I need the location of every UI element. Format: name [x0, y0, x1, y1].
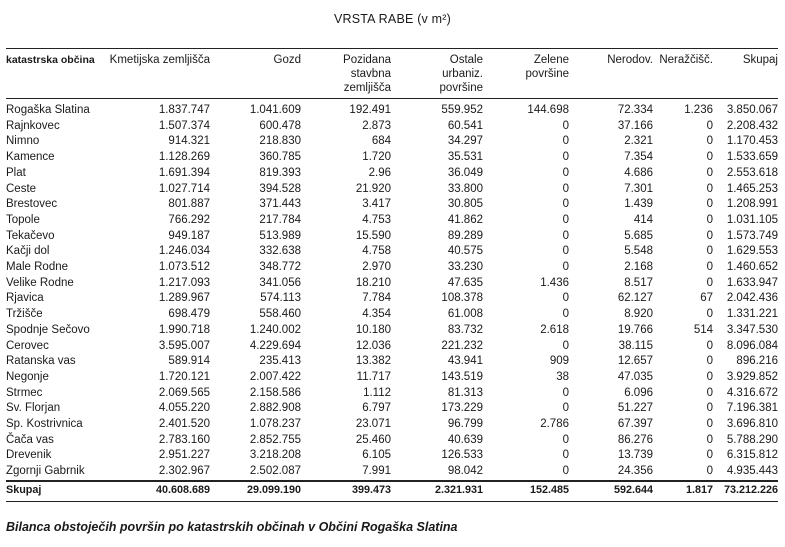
value-cell: 10.180 [355, 323, 391, 336]
value-cell: 2.302.967 [158, 465, 210, 478]
column-header: katastrska občina [6, 49, 106, 99]
value-cell: 47.035 [617, 370, 653, 383]
cadastral-municipality-cell: Male Rodne [6, 261, 69, 274]
value-cell: 4.354 [362, 308, 391, 321]
value-cell: 394.528 [259, 182, 301, 195]
value-cell: 2.208.432 [726, 119, 778, 132]
value-cell: 909 [549, 355, 569, 368]
value-cell: 513.989 [259, 229, 301, 242]
value-cell: 0 [706, 370, 713, 383]
value-cell: 1.128.269 [158, 151, 210, 164]
value-cell: 341.056 [259, 276, 301, 289]
value-cell: 7.784 [362, 292, 391, 305]
value-cell: 47.635 [447, 276, 483, 289]
value-cell: 72.334 [617, 104, 653, 116]
value-cell: 1.078.237 [249, 418, 301, 431]
value-cell: 0 [562, 339, 569, 352]
land-use-table [6, 48, 778, 502]
value-cell: 914.321 [168, 135, 210, 148]
value-cell: 1.331.221 [726, 308, 778, 321]
column-header: Skupaj [713, 49, 778, 99]
value-cell: 2.618 [540, 323, 569, 336]
value-cell: 35.531 [447, 151, 483, 164]
value-cell: 1.629.553 [726, 245, 778, 258]
column-header: Gozd [210, 49, 301, 99]
value-cell: 1.236 [684, 104, 713, 116]
table-row [6, 433, 778, 449]
value-cell: 8.920 [624, 308, 653, 321]
value-cell: 3.347.530 [726, 323, 778, 336]
value-cell: 574.113 [260, 292, 301, 305]
header-row [6, 49, 778, 99]
value-cell: 2.951.227 [158, 449, 210, 462]
value-cell: 38.115 [618, 339, 653, 352]
value-cell: 36.049 [447, 166, 483, 179]
table-caption: Bilanca obstoječih površin po katastrskih občinah v Občini Rogaška Slatina [6, 520, 458, 534]
value-cell: 6.105 [362, 449, 391, 462]
value-cell: 7.301 [624, 182, 653, 195]
table-row [6, 386, 778, 402]
value-cell: 67.397 [617, 418, 653, 431]
value-cell: 21.920 [355, 182, 391, 195]
value-cell: 684 [371, 135, 391, 148]
value-cell: 7.196.381 [726, 402, 778, 415]
cadastral-municipality-cell: Spodnje Sečovo [6, 323, 90, 336]
value-cell: 0 [706, 339, 713, 352]
table-row [6, 166, 778, 182]
total-value-cell: 40.608.689 [106, 481, 210, 501]
value-cell: 13.382 [355, 355, 391, 368]
total-value-cell: 1.817 [653, 481, 713, 501]
value-cell: 221.232 [441, 339, 483, 352]
value-cell: 371.443 [259, 198, 301, 211]
table-row [6, 291, 778, 307]
cadastral-municipality-cell: Tržišče [6, 308, 43, 321]
value-cell: 0 [562, 308, 569, 321]
value-cell: 0 [706, 229, 713, 242]
table-body [6, 99, 778, 481]
value-cell: 3.850.067 [726, 104, 778, 116]
value-cell: 235.413 [259, 355, 301, 368]
value-cell: 348.772 [259, 261, 301, 274]
value-cell: 96.799 [447, 418, 483, 431]
value-cell: 0 [706, 276, 713, 289]
value-cell: 2.042.436 [726, 292, 778, 305]
value-cell: 6.096 [624, 386, 653, 399]
cadastral-municipality-cell: Kačji dol [6, 245, 50, 258]
value-cell: 1.436 [540, 276, 569, 289]
value-cell: 2.553.618 [726, 166, 778, 179]
value-cell: 62.127 [617, 292, 653, 305]
value-cell: 3.696.810 [726, 418, 778, 431]
value-cell: 81.313 [447, 386, 483, 399]
value-cell: 86.276 [617, 433, 653, 446]
value-cell: 0 [562, 261, 569, 274]
cadastral-municipality-cell: Kamence [6, 151, 55, 164]
cadastral-municipality-cell: Brestovec [6, 198, 58, 211]
value-cell: 40.639 [447, 433, 483, 446]
total-value-cell: 399.473 [301, 481, 391, 501]
value-cell: 2.96 [368, 166, 391, 179]
value-cell: 218.830 [259, 135, 301, 148]
table-row [6, 417, 778, 433]
value-cell: 0 [706, 213, 713, 226]
value-cell: 12.657 [617, 355, 653, 368]
value-cell: 192.491 [349, 104, 391, 116]
value-cell: 67 [700, 292, 713, 305]
value-cell: 514 [693, 323, 713, 336]
value-cell: 801.887 [168, 198, 210, 211]
value-cell: 2.852.755 [249, 433, 301, 446]
value-cell: 2.401.520 [158, 418, 210, 431]
value-cell: 0 [706, 166, 713, 179]
table-row [6, 99, 778, 119]
value-cell: 33.230 [447, 261, 483, 274]
value-cell: 0 [562, 402, 569, 415]
total-label-cell: Skupaj [6, 481, 106, 501]
value-cell: 766.292 [168, 213, 210, 226]
total-row [6, 481, 778, 501]
value-cell: 7.354 [624, 151, 653, 164]
value-cell: 1.439 [624, 198, 653, 211]
value-cell: 0 [706, 449, 713, 462]
value-cell: 1.573.749 [726, 229, 778, 242]
value-cell: 0 [562, 292, 569, 305]
value-cell: 13.739 [617, 449, 653, 462]
value-cell: 83.732 [447, 323, 483, 336]
value-cell: 1.837.747 [158, 104, 210, 116]
table-row [6, 464, 778, 481]
value-cell: 40.575 [447, 245, 483, 258]
value-cell: 1.208.991 [726, 198, 778, 211]
cadastral-municipality-cell: Sp. Kostrivnica [6, 418, 83, 431]
value-cell: 4.935.443 [726, 465, 778, 478]
cadastral-municipality-cell: Rajnkovec [6, 119, 60, 132]
value-cell: 11.717 [356, 370, 391, 383]
column-header: Ostale urbaniz. površine [391, 49, 483, 99]
value-cell: 414 [633, 213, 653, 226]
value-cell: 589.914 [168, 355, 210, 368]
value-cell: 4.229.694 [249, 339, 301, 352]
value-cell: 3.929.852 [726, 370, 778, 383]
total-value-cell: 152.485 [483, 481, 569, 501]
table-row [6, 370, 778, 386]
value-cell: 2.882.908 [249, 402, 301, 415]
value-cell: 0 [706, 386, 713, 399]
table-row [6, 448, 778, 464]
value-cell: 0 [706, 261, 713, 274]
value-cell: 4.055.220 [158, 402, 210, 415]
value-cell: 15.590 [355, 229, 391, 242]
value-cell: 1.990.718 [158, 323, 210, 336]
value-cell: 0 [706, 151, 713, 164]
value-cell: 24.356 [617, 465, 653, 478]
value-cell: 949.187 [168, 229, 210, 242]
table-row [6, 182, 778, 198]
value-cell: 143.519 [441, 370, 483, 383]
value-cell: 1.465.253 [726, 182, 778, 195]
value-cell: 0 [706, 308, 713, 321]
value-cell: 0 [706, 355, 713, 368]
value-cell: 0 [706, 198, 713, 211]
table-row [6, 244, 778, 260]
column-header: Neražčišč. [653, 49, 713, 99]
value-cell: 217.784 [259, 213, 301, 226]
value-cell: 1.112 [363, 386, 391, 399]
value-cell: 0 [706, 433, 713, 446]
value-cell: 173.229 [441, 402, 483, 415]
table-row [6, 213, 778, 229]
value-cell: 1.041.609 [249, 104, 301, 116]
value-cell: 0 [706, 135, 713, 148]
value-cell: 30.805 [447, 198, 483, 211]
value-cell: 0 [706, 182, 713, 195]
value-cell: 2.970 [362, 261, 391, 274]
value-cell: 7.991 [362, 465, 391, 478]
table-row [6, 134, 778, 150]
value-cell: 60.541 [447, 119, 483, 132]
value-cell: 0 [562, 213, 569, 226]
table-row [6, 339, 778, 355]
value-cell: 61.008 [447, 308, 483, 321]
value-cell: 0 [562, 166, 569, 179]
table-row [6, 150, 778, 166]
value-cell: 23.071 [355, 418, 391, 431]
value-cell: 4.316.672 [726, 386, 778, 399]
cadastral-municipality-cell: Plat [6, 166, 26, 179]
value-cell: 1.027.714 [158, 182, 210, 195]
cadastral-municipality-cell: Topole [6, 213, 40, 226]
value-cell: 5.788.290 [726, 433, 778, 446]
value-cell: 18.210 [355, 276, 391, 289]
value-cell: 4.753 [362, 213, 391, 226]
column-header: Kmetijska zemljišča [106, 49, 210, 99]
value-cell: 2.007.422 [249, 370, 301, 383]
value-cell: 896.216 [736, 355, 778, 368]
value-cell: 1.720.121 [158, 370, 210, 383]
value-cell: 0 [562, 119, 569, 132]
value-cell: 6.797 [362, 402, 391, 415]
column-header: Pozidana stavbna zemljišča [301, 49, 391, 99]
value-cell: 1.460.652 [726, 261, 778, 274]
value-cell: 819.393 [259, 166, 301, 179]
value-cell: 37.166 [617, 119, 653, 132]
value-cell: 1.720 [362, 151, 391, 164]
value-cell: 34.297 [447, 135, 483, 148]
column-header: Zelene površine [483, 49, 569, 99]
value-cell: 98.042 [447, 465, 483, 478]
value-cell: 559.952 [441, 104, 483, 116]
value-cell: 2.783.160 [158, 433, 210, 446]
value-cell: 3.218.208 [249, 449, 301, 462]
value-cell: 1.217.093 [158, 276, 210, 289]
cadastral-municipality-cell: Ceste [6, 182, 37, 195]
value-cell: 2.873 [362, 119, 391, 132]
value-cell: 0 [562, 182, 569, 195]
value-cell: 25.460 [355, 433, 391, 446]
total-value-cell: 2.321.931 [391, 481, 483, 501]
value-cell: 0 [706, 245, 713, 258]
value-cell: 12.036 [355, 339, 391, 352]
table-row [6, 401, 778, 417]
value-cell: 558.460 [259, 308, 301, 321]
value-cell: 1.533.659 [726, 151, 778, 164]
cadastral-municipality-cell: Rjavica [6, 292, 44, 305]
value-cell: 1.170.453 [726, 135, 778, 148]
value-cell: 0 [706, 418, 713, 431]
table-row [6, 197, 778, 213]
value-cell: 108.378 [441, 292, 483, 305]
value-cell: 1.240.002 [249, 323, 301, 336]
cadastral-municipality-cell: Strmec [6, 386, 43, 399]
cadastral-municipality-cell: Rogaška Slatina [6, 104, 90, 116]
value-cell: 1.289.967 [158, 292, 210, 305]
value-cell: 8.096.084 [726, 339, 778, 352]
table-row [6, 307, 778, 323]
value-cell: 2.069.565 [158, 386, 210, 399]
value-cell: 2.321 [624, 135, 653, 148]
cadastral-municipality-cell: Negonje [6, 370, 49, 383]
table-row [6, 229, 778, 245]
value-cell: 1.691.394 [158, 166, 210, 179]
value-cell: 144.698 [527, 104, 569, 116]
cadastral-municipality-cell: Drevenik [6, 449, 52, 462]
value-cell: 43.941 [447, 355, 483, 368]
value-cell: 0 [706, 402, 713, 415]
column-header: Nerodov. [569, 49, 653, 99]
value-cell: 360.785 [259, 151, 301, 164]
value-cell: 0 [562, 449, 569, 462]
table-row [6, 260, 778, 276]
cadastral-municipality-cell: Zgornji Gabrnik [6, 465, 85, 478]
value-cell: 38 [556, 370, 569, 383]
value-cell: 0 [562, 135, 569, 148]
value-cell: 3.595.007 [158, 339, 210, 352]
value-cell: 1.633.947 [726, 276, 778, 289]
table-row [6, 276, 778, 292]
cadastral-municipality-cell: Nimno [6, 135, 40, 148]
cadastral-municipality-cell: Cerovec [6, 339, 49, 352]
value-cell: 4.758 [362, 245, 391, 258]
value-cell: 8.517 [624, 276, 653, 289]
total-value-cell: 73.212.226 [713, 481, 778, 501]
cadastral-municipality-cell: Velike Rodne [6, 276, 74, 289]
value-cell: 0 [706, 119, 713, 132]
value-cell: 19.766 [617, 323, 653, 336]
value-cell: 1.031.105 [726, 213, 778, 226]
value-cell: 0 [562, 229, 569, 242]
table-row [6, 323, 778, 339]
table-row [6, 354, 778, 370]
value-cell: 698.479 [168, 308, 210, 321]
cadastral-municipality-cell: Sv. Florjan [6, 402, 61, 415]
value-cell: 51.227 [617, 402, 653, 415]
value-cell: 0 [562, 433, 569, 446]
value-cell: 1.507.374 [158, 119, 210, 132]
value-cell: 1.246.034 [158, 245, 210, 258]
value-cell: 600.478 [259, 119, 301, 132]
value-cell: 126.533 [441, 449, 483, 462]
total-value-cell: 592.644 [569, 481, 653, 501]
value-cell: 4.686 [624, 166, 653, 179]
value-cell: 6.315.812 [726, 449, 778, 462]
value-cell: 2.786 [540, 418, 569, 431]
cadastral-municipality-cell: Tekačevo [6, 229, 55, 242]
value-cell: 0 [562, 245, 569, 258]
value-cell: 2.502.087 [249, 465, 301, 478]
table-title: VRSTA RABE (v m²) [333, 12, 452, 26]
value-cell: 0 [562, 465, 569, 478]
value-cell: 1.073.512 [158, 261, 210, 274]
value-cell: 0 [706, 465, 713, 478]
table-row [6, 119, 778, 135]
value-cell: 5.685 [624, 229, 653, 242]
value-cell: 2.168 [624, 261, 653, 274]
cadastral-municipality-cell: Čača vas [6, 433, 54, 446]
cadastral-municipality-cell: Ratanska vas [6, 355, 76, 368]
value-cell: 3.417 [362, 198, 391, 211]
value-cell: 0 [562, 386, 569, 399]
value-cell: 89.289 [447, 229, 483, 242]
value-cell: 0 [562, 198, 569, 211]
value-cell: 33.800 [447, 182, 483, 195]
value-cell: 0 [562, 151, 569, 164]
value-cell: 332.638 [259, 245, 301, 258]
value-cell: 5.548 [624, 245, 653, 258]
value-cell: 2.158.586 [249, 386, 301, 399]
value-cell: 41.862 [447, 213, 483, 226]
total-value-cell: 29.099.190 [210, 481, 301, 501]
